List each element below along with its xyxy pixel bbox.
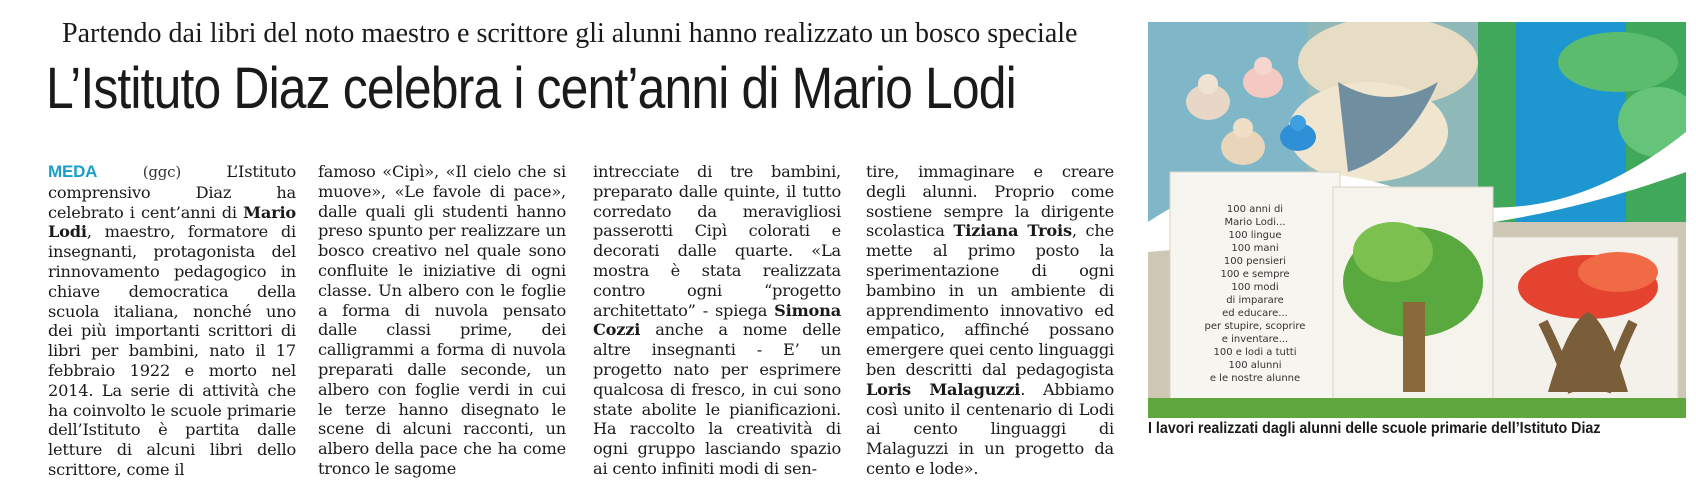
person-name: Tiziana Trois [953, 221, 1072, 241]
text: , che mette al primo posto la sperimentazione di ogni bambino in un ambiente di apprendimento innovativo ed empatico, affinché possano emergere quei cento linguaggi ben descritti dal pedagogista [866, 221, 1114, 379]
text: . Abbiamo così unito il centenario di Lodi ai cento linguaggi di Malaguzzi in un progetto da cento e lode». [866, 379, 1114, 478]
article-column-3 [593, 162, 841, 479]
article-photo [1148, 22, 1686, 418]
poster-line: e inventare... [1221, 334, 1289, 345]
poster-line: 100 modi [1231, 282, 1279, 293]
text: L’Istituto comprensivo Diaz ha celebrato i cent’anni di [48, 162, 296, 222]
text: intrecciate di tre bambini, preparato dalle quinte, il tutto corredato da meravigliosi passerotti Cipì colorati e decorati dalle quarte. «La mostra è stata realizzata contro ogni “progetto architettato” - spiega [593, 162, 841, 320]
article-column-1 [48, 162, 296, 480]
article-column-2 [318, 162, 566, 479]
poster-line: 100 e lodi a tutti [1213, 347, 1297, 358]
dateline-location: MEDA [48, 162, 98, 181]
person-name: Simona Cozzi [593, 300, 841, 340]
person-name: Mario Lodi [48, 202, 296, 242]
author-signature: (ggc) [142, 163, 181, 181]
poster-line: 100 anni di [1226, 204, 1284, 215]
person-name: Loris Malaguzzi [866, 379, 1021, 399]
text: tire, immaginare e creare degli alunni. Proprio come sostiene sempre la dirigente scolastica [866, 162, 1114, 241]
poster-line: ed educare... [1222, 308, 1288, 319]
article-headline: L’Istituto Diaz celebra i cent’anni di Mario Lodi [46, 56, 1016, 121]
poster-line: 100 alunni [1228, 360, 1282, 371]
photo-caption: I lavori realizzati dagli alunni delle scuole primarie dell’Istituto Diaz [1148, 420, 1601, 437]
poster-line: di imparare [1226, 295, 1284, 306]
text: , maestro, formatore di insegnanti, protagonista del rinnovamento pedagogico in chiave democratica della scuola italiana, nonché uno dei più importanti scrittori di libri per bambini, nato il 17 febbraio 1922 e morto nel 2014. La serie di attività che ha coinvolto le scuole primarie dell’Istituto è partita dalle letture di alcuni libri dello scrittore, come il [48, 222, 296, 479]
poster-line: 100 e sempre [1220, 269, 1290, 280]
poster-line: per stupire, scoprire [1204, 321, 1306, 332]
text: famoso «Cipì», «Il cielo che si muove», «Le favole di pace», dalle quali gli studenti hanno preso spunto per realizzare un bosco creativo nel quale sono confluite le iniziative di ogni classe. Un albero con le foglie a forma di nuvola pensato dalle classi prime, dei calligrammi a forma di nuvola preparati dalle seconde, un albero con foglie verdi in cui le terze hanno disegnato le scene di alcuni racconti, un albero della pace che ha come tronco le sagome [318, 162, 566, 478]
poster-line: Mario Lodi... [1224, 217, 1286, 228]
poster-line: 100 lingue [1228, 230, 1282, 241]
text: anche a nome delle altre insegnanti - E’ un progetto nato per esprimere qualcosa di fresco, in cui sono state abolite le pianificazioni. Ha raccolto la creatività di ogni gruppo lasciando spazio ai cento infiniti modi di sen- [593, 320, 841, 478]
poster-line: e le nostre alunne [1209, 373, 1301, 384]
article-kicker: Partendo dai libri del noto maestro e scrittore gli alunni hanno realizzato un bosco speciale [62, 18, 1078, 49]
photo-illustration [1148, 22, 1686, 418]
poster-line: 100 pensieri [1223, 256, 1287, 267]
poster-line: 100 mani [1231, 243, 1279, 254]
article-column-4 [866, 162, 1114, 479]
